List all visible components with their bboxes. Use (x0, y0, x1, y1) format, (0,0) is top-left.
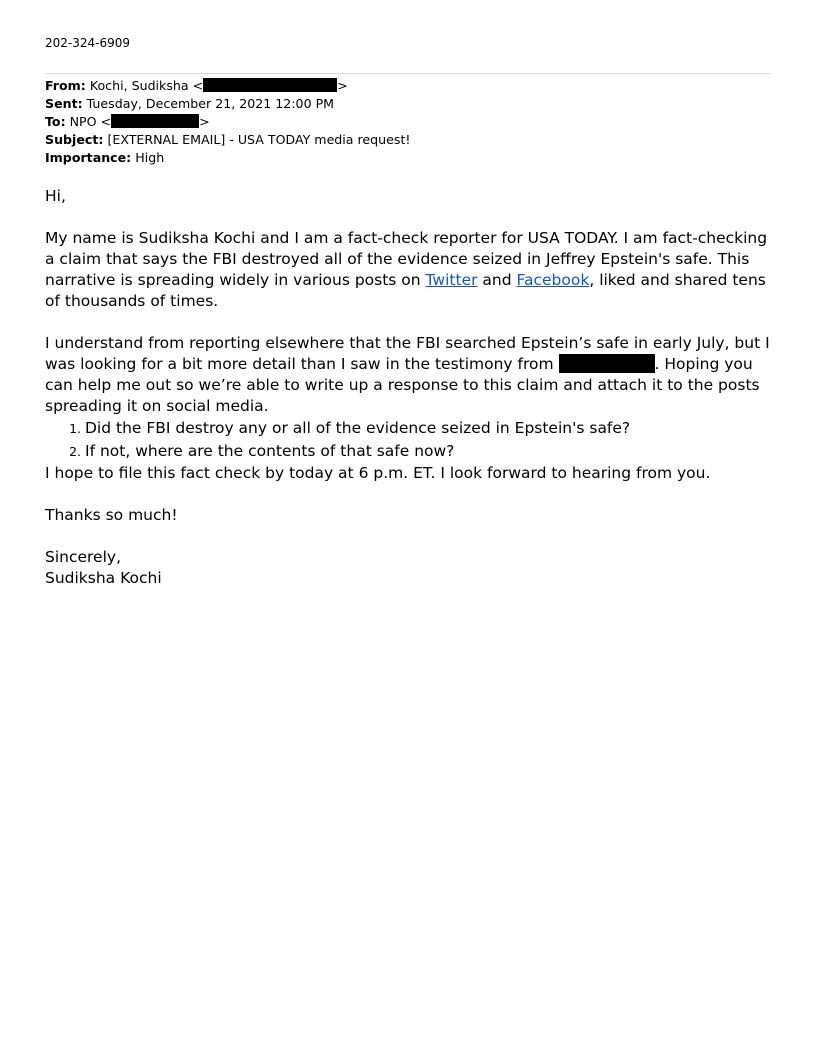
signoff: Sincerely, (45, 548, 122, 566)
phone-number: 202-324-6909 (45, 36, 131, 50)
from-end: > (337, 78, 348, 93)
to-line (45, 113, 410, 131)
deadline-text: I hope to file this fact check by today at 6 p.m. ET. I look forward to hearing from you. (45, 464, 711, 482)
from-email-redaction (203, 78, 337, 92)
question-item: 2. If not, where are the contents of that safe now? (85, 440, 775, 463)
from-line (45, 77, 410, 95)
subject-value: [EXTERNAL EMAIL] - USA TODAY media request! (107, 132, 411, 147)
signature: Sudiksha Kochi (45, 569, 162, 587)
paragraph-request (45, 333, 775, 417)
question-item: 1. Did the FBI destroy any or all of the evidence seized in Epstein's safe? (85, 417, 775, 440)
importance-line (45, 149, 410, 167)
subject-label: Subject: (45, 132, 104, 147)
greeting: Hi, (45, 187, 66, 205)
subject-line (45, 131, 410, 149)
to-email-redaction (111, 114, 199, 128)
question-list (45, 417, 775, 463)
to-end: > (199, 114, 210, 129)
email-header (45, 77, 410, 167)
email-body (45, 186, 775, 589)
twitter-link[interactable]: Twitter (425, 271, 478, 289)
importance-value: High (135, 150, 165, 165)
paragraph-request-end: . Hoping you can help me out so we’re able to write up a response to this claim and attach it to the posts spreading it on social media. (45, 355, 760, 415)
from-label: From: (45, 78, 86, 93)
importance-label: Importance: (45, 150, 132, 165)
paragraph-claim (45, 228, 775, 312)
to-label: To: (45, 114, 66, 129)
sent-label: Sent: (45, 96, 83, 111)
from-name: Kochi, Sudiksha < (89, 78, 204, 93)
sent-value: Tuesday, December 21, 2021 12:00 PM (86, 96, 335, 111)
sent-line (45, 95, 410, 113)
facebook-link[interactable]: Facebook (516, 271, 590, 289)
to-name: NPO < (69, 114, 112, 129)
thanks-text: Thanks so much! (45, 506, 178, 524)
paragraph-claim-text: My name is Sudiksha Kochi and I am a fact-check reporter for USA TODAY. I am fact-checking a claim that says the FBI destroyed all of the evidence seized in Jeffrey Epstein's safe. This narrative is spreading widely in various posts on (45, 229, 768, 289)
paragraph-request-text: I understand from reporting elsewhere that the FBI searched Epstein’s safe in early July, but I was looking for a bit more detail than I saw in the testimony from (45, 334, 770, 373)
paragraph-claim-end: , liked and shared tens of thousands of times. (45, 271, 766, 310)
paragraph-claim-and: and (477, 271, 517, 289)
header-divider (45, 73, 771, 74)
testimony-redaction (559, 354, 655, 373)
